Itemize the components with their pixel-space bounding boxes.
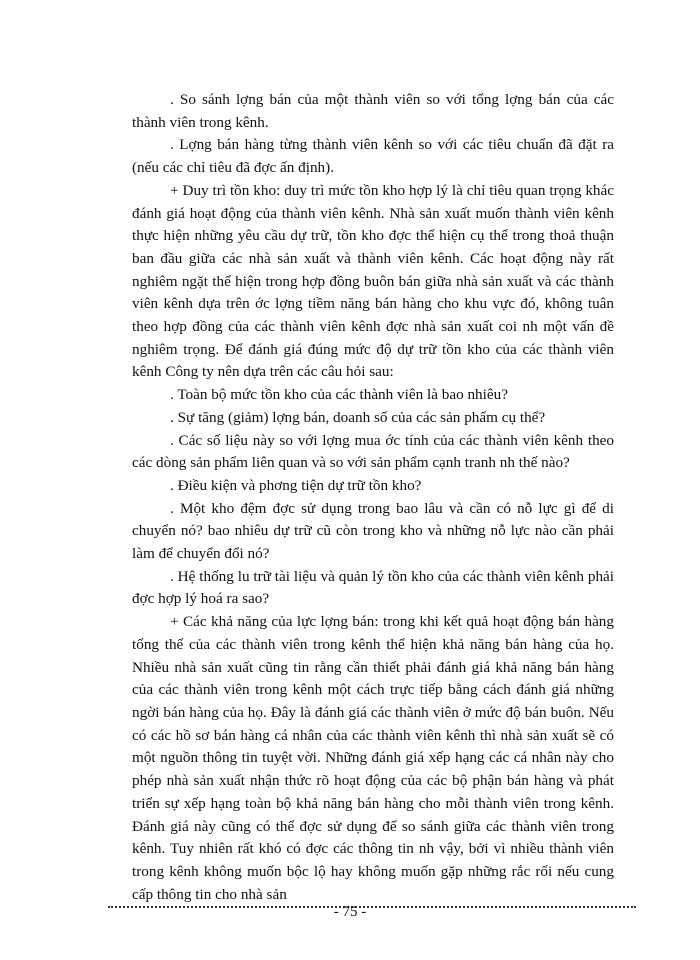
paragraph-sales-vs-standard: . Lợng bán hàng từng thành viên kênh so với các tiêu chuẩn đã đặt ra (nếu các chỉ tiêu đã đợc ấn định). bbox=[132, 136, 614, 177]
question-storage-conditions: . Điều kiện và phơng tiện dự trữ tồn kho? bbox=[170, 476, 422, 494]
question-compare-estimates: . Các số liệu này so với lợng mua ớc tính của các thành viên kênh theo các dòng sản phẩm liên quan và so với sản phẩm cạnh tranh nh thế nào? bbox=[132, 431, 614, 472]
question-record-system: . Hệ thống lu trữ tài liệu và quản lý tồn kho của các thành viên kênh phải đợc hợp lý hoá ra sao? bbox=[132, 567, 614, 608]
paragraph-sales-force-ability: + Các khả năng của lực lợng bán: trong khi kết quả hoạt động bán hàng tổng thể của các thành viên trong kênh thể hiện khả năng bán hàng của họ. Nhiều nhà sản xuất cũng tin rằng cần thiết phải đánh giá khả năng bán hàng của các thành viên trong kênh một cách trực tiếp bằng cách đánh giá những ngời bán hàng của họ. Đây là đánh giá các thành viên ở mức độ bán buôn. Nếu có các hồ sơ bán hàng cá nhân của các thành viên kênh thì nhà sản xuất sẽ có một nguồn thông tin tuyệt vời. Những đánh giá xếp hạng các cá nhân này cho phép nhà sản xuất nhận thức rõ hoạt động của các bộ phận bán hàng và phát triển sự xếp hạng toàn bộ khả năng bán hàng cho mỗi thành viên trong kênh. Đánh giá này cũng có thể đợc sử dụng để so sánh giữa các thành viên trong kênh. Tuy nhiên rất khó có đợc các thông tin nh vậy, bởi vì nhiều thành viên trong kênh không muốn bộc lộ hay không muốn gặp những rắc rối nếu cung cấp thông tin cho nhà sản bbox=[132, 613, 614, 903]
page-body bbox=[132, 89, 614, 906]
paragraph-compare-sales: . So sánh lợng bán của một thành viên so với tổng lợng bán của các thành viên trong kênh. bbox=[132, 91, 614, 131]
question-buffer-stock: . Một kho đệm đợc sử dụng trong bao lâu và cần có nỗ lực gì để di chuyển nó? bao nhiêu dự trữ cũ còn trong kho và những nỗ lực nào cần phải làm để chuyển đổi nó? bbox=[132, 499, 614, 563]
question-total-inventory: . Toàn bộ mức tồn kho của các thành viên là bao nhiêu? bbox=[170, 386, 508, 404]
question-sales-change: . Sự tăng (giảm) lợng bán, doanh số của các sản phẩm cụ thể? bbox=[170, 408, 546, 426]
page-number: - 75 - bbox=[333, 904, 367, 920]
paragraph-inventory-maintenance: + Duy trì tồn kho: duy trì mức tồn kho hợp lý là chỉ tiêu quan trọng khác đánh giá hoạt động của thành viên kênh. Nhà sản xuất muốn thành viên kênh thực hiện những yêu cầu dự trữ, tồn kho đợc thể hiện cụ thể trong thoả thuận ban đầu giữa các nhà sản xuất và thành viên kênh. Các hoạt động này rất nghiêm ngặt thể hiện trong hợp đồng buôn bán giữa nhà sản xuất và các thành viên kênh dựa trên ớc lợng tiềm năng bán hàng cho khu vực đó, không tuân theo hợp đồng của các thành viên kênh đợc nhà sản xuất coi nh một vấn đề nghiêm trọng. Để đánh giá đúng mức độ dự trữ tồn kho của các thành viên kênh Công ty nên dựa trên các câu hỏi sau: bbox=[132, 181, 614, 381]
